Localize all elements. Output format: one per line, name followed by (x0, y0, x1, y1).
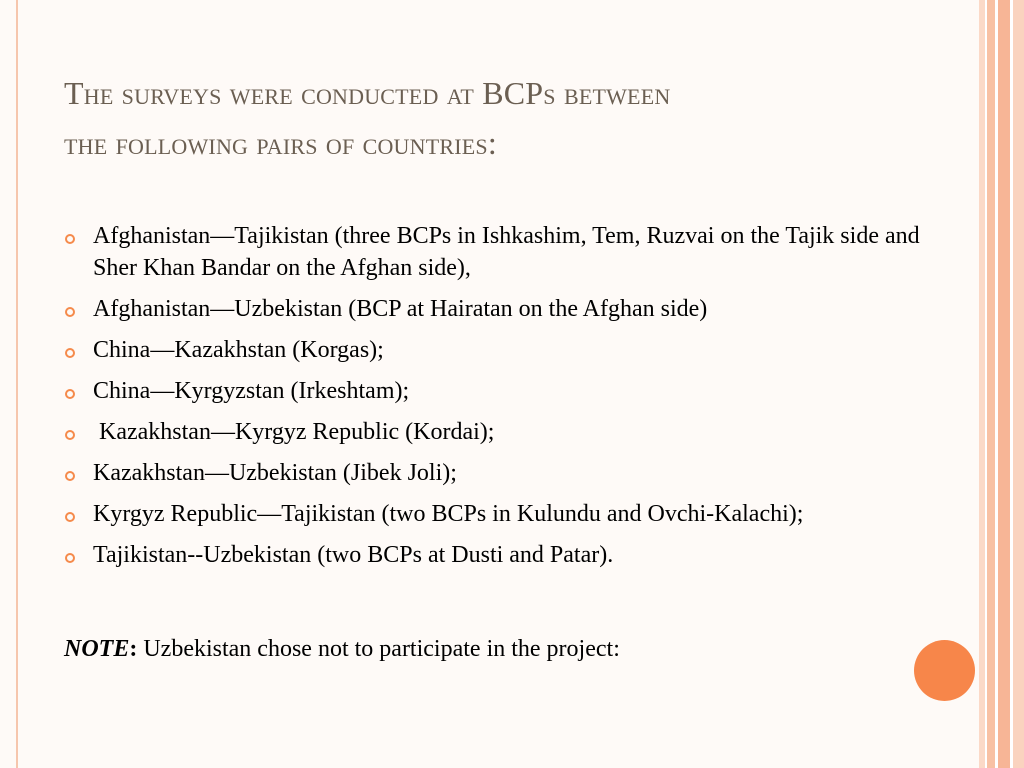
bullet-text: Kazakhstan—Kyrgyz Republic (Kordai); (93, 419, 495, 445)
note-colon: : (129, 636, 138, 662)
bullet-icon (65, 389, 75, 399)
bullet-text: China—Kyrgyzstan (Irkeshtam); (93, 378, 410, 404)
slide-title (64, 68, 944, 168)
decorative-stripes (979, 0, 1024, 768)
bullet-item (64, 334, 964, 366)
bullet-icon (65, 234, 75, 244)
stripe (987, 0, 995, 768)
bullet-text: Afghanistan—Uzbekistan (BCP at Hairatan on the Afghan side) (93, 296, 708, 322)
bullet-item (64, 457, 964, 489)
stripe (998, 0, 1010, 768)
bullet-item (64, 416, 964, 448)
bullet-icon (65, 471, 75, 481)
bullet-icon (65, 553, 75, 563)
bullet-item (64, 293, 964, 325)
note-text: Uzbekistan chose not to participate in the project (137, 636, 614, 662)
bullet-icon (65, 430, 75, 440)
stripe (1013, 0, 1024, 768)
bullet-item (64, 539, 964, 571)
bullet-text: Tajikistan--Uzbekistan (two BCPs at Dusti and Patar). (93, 542, 614, 568)
bullet-list (64, 220, 964, 580)
note-end: : (613, 636, 620, 662)
bullet-text: Afghanistan—Tajikistan (three BCPs in Ishkashim, Tem, Ruzvai on the Tajik side and Sher Khan Bandar on the Afghan side), (93, 223, 920, 281)
bullet-icon (65, 512, 75, 522)
bullet-item (64, 220, 964, 284)
bullet-text: China—Kazakhstan (Korgas); (93, 337, 384, 363)
bullet-text: Kyrgyz Republic—Tajikistan (two BCPs in Kulundu and Ovchi-Kalachi); (93, 501, 804, 527)
bullet-icon (65, 348, 75, 358)
bullet-text: Kazakhstan—Uzbekistan (Jibek Joli); (93, 460, 457, 486)
note-label: NOTE (64, 636, 130, 662)
title-line: The surveys were conducted at BCPs between (64, 75, 671, 111)
bullet-item (64, 375, 964, 407)
note-line (64, 636, 620, 663)
title-line: the following pairs of countries: (64, 125, 497, 161)
decorative-circle (914, 640, 975, 701)
bullet-item (64, 498, 964, 530)
bullet-icon (65, 307, 75, 317)
